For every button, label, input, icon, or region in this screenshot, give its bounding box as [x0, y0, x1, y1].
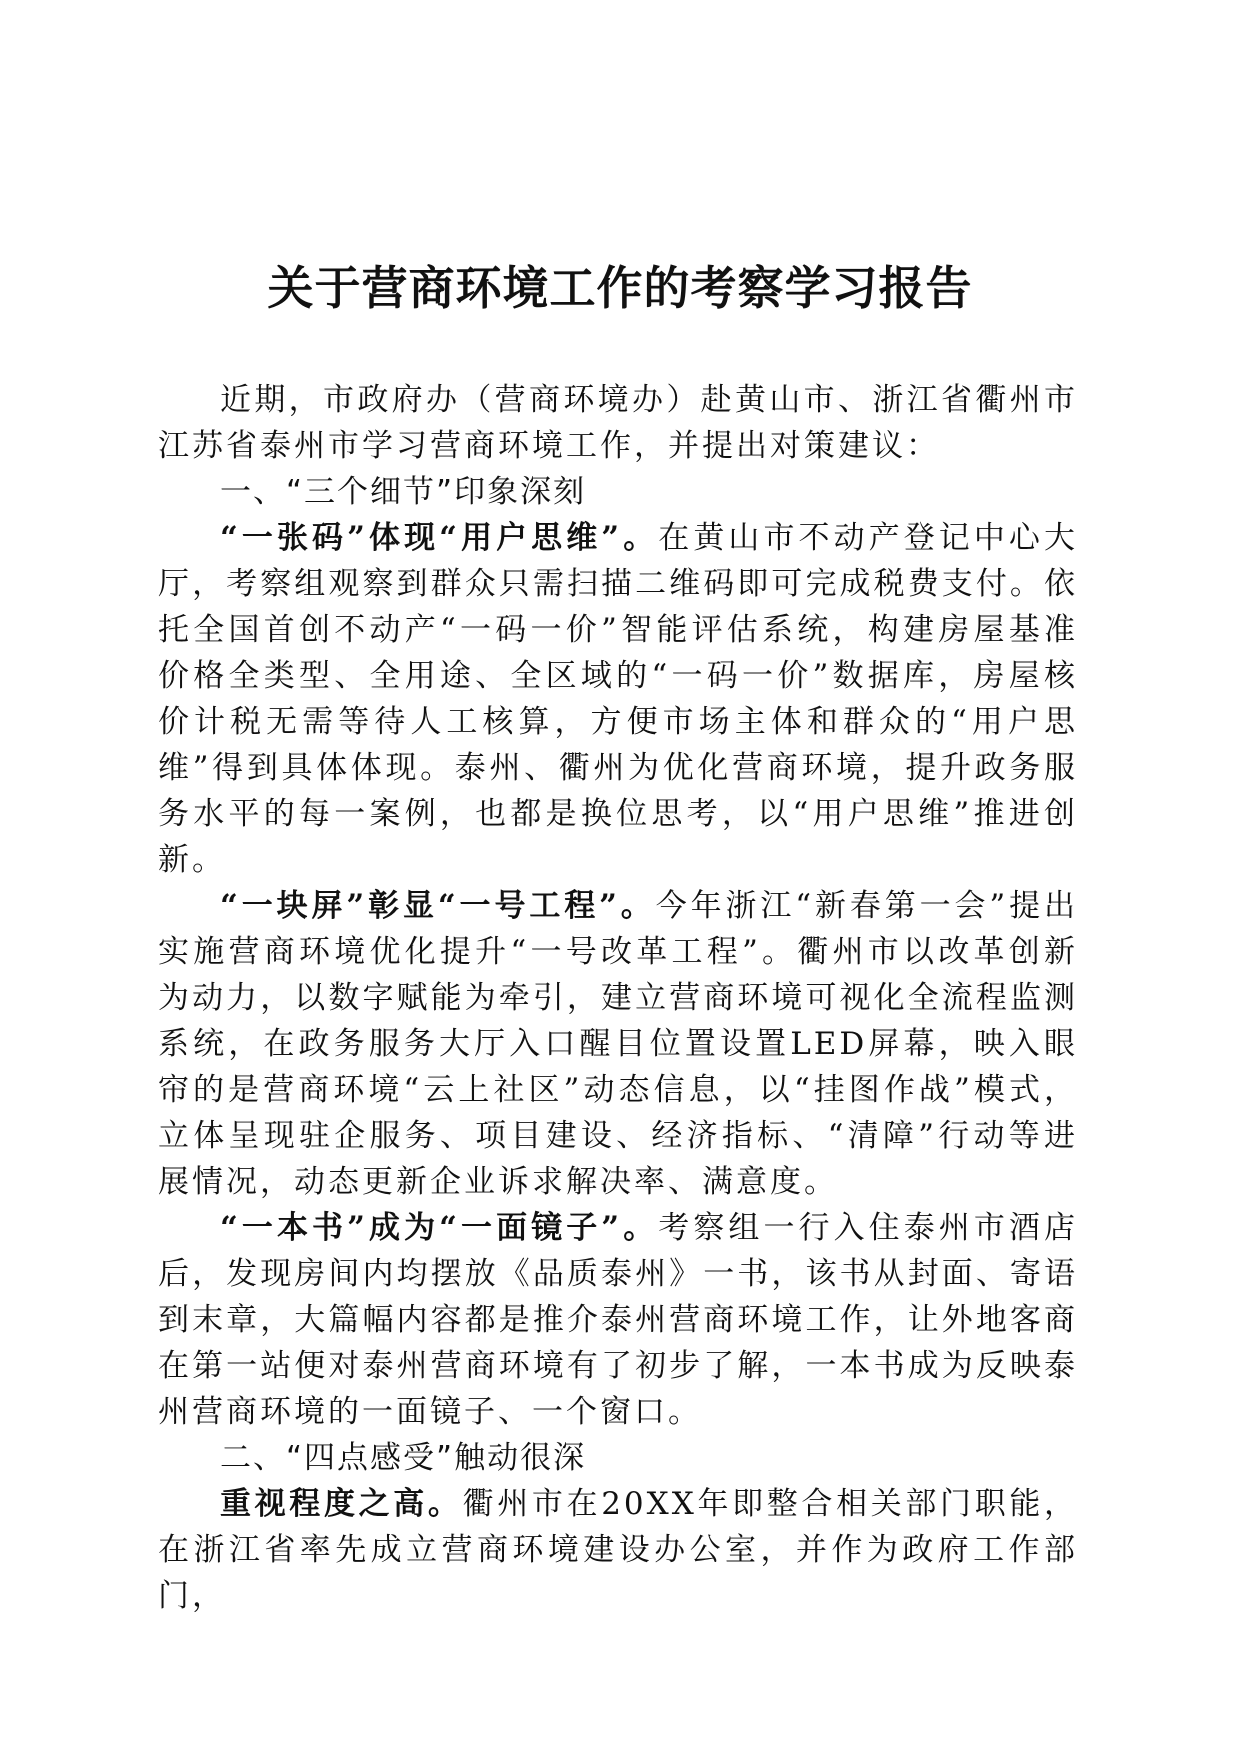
section-1-paragraph-2 [158, 883, 1078, 1205]
document-body [158, 377, 1078, 1619]
paragraph-lead: “一张码”体现“用户思维”。 [220, 520, 659, 556]
section-2-paragraph-1 [158, 1481, 1078, 1619]
section-1-paragraph-1 [158, 515, 1078, 883]
paragraph-lead: “一块屏”彰显“一号工程”。 [220, 888, 656, 924]
paragraph-lead: “一本书”成为“一面镜子”。 [220, 1210, 659, 1246]
paragraph-text: 考察组一行入住泰州市酒店后，发现房间内均摆放《品质泰州》一书，该书从封面、寄语到末章，大篇幅内容都是推介泰州营商环境工作，让外地客商在第一站便对泰州营商环境有了初步了解，一本书成为反映泰州营商环境的一面镜子、一个窗口。 [158, 1210, 1079, 1430]
intro-paragraph: 近期，市政府办（营商环境办）赴黄山市、浙江省衢州市江苏省泰州市学习营商环境工作，并提出对策建议： [158, 382, 1078, 464]
section-1-paragraph-3 [158, 1205, 1078, 1435]
paragraph-text: 衢州市在20XX年即整合相关部门职能，在浙江省率先成立营商环境建设办公室，并作为政府工作部门， [158, 1486, 1078, 1614]
section-1-heading: 一、“三个细节”印象深刻 [220, 474, 587, 510]
paragraph-lead: 重视程度之高。 [220, 1486, 463, 1522]
section-2-heading: 二、“四点感受”触动很深 [220, 1440, 587, 1476]
paragraph-text: 在黄山市不动产登记中心大厅，考察组观察到群众只需扫描二维码即可完成税费支付。依托全国首创不动产“一码一价”智能评估系统，构建房屋基准价格全类型、全用途、全区域的“一码一价”数据库，房屋核价计税无需等待人工核算，方便市场主体和群众的“用户思维”得到具体体现。泰州、衢州为优化营商环境，提升政务服务水平的每一案例，也都是换位思考，以“用户思维”推进创新。 [158, 520, 1079, 878]
paragraph-text: 今年浙江“新春第一会”提出实施营商环境优化提升“一号改革工程”。衢州市以改革创新为动力，以数字赋能为牵引，建立营商环境可视化全流程监测系统，在政务服务大厅入口醒目位置设置LED屏幕，映入眼帘的是营商环境“云上社区”动态信息，以“挂图作战”模式，立体呈现驻企服务、项目建设、经济指标、“清障”行动等进展情况，动态更新企业诉求解决率、满意度。 [158, 888, 1078, 1200]
document-title: 关于营商环境工作的考察学习报告 [267, 261, 973, 315]
